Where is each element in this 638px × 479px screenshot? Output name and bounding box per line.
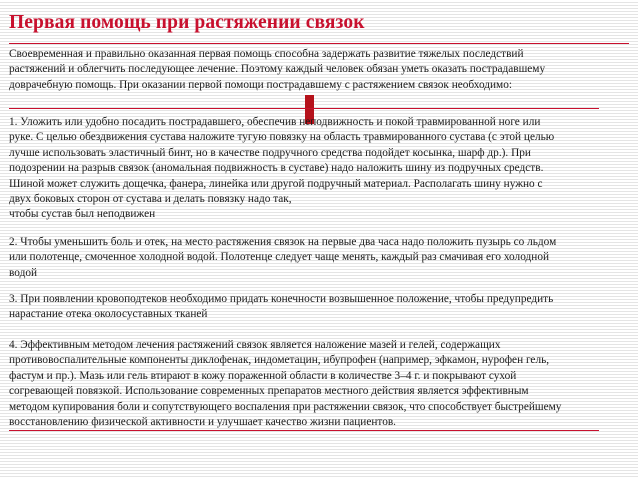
step-1-line: чтобы сустав был неподвижен (9, 208, 156, 221)
intro-line: доврачебную помощь. При оказании первой помощи пострадавшему с растяжением связок необходимо: (9, 78, 512, 91)
step-1-line: двух боковых сторон от сустава и делать повязку надо так, (9, 193, 292, 206)
step-2-line: водой (9, 266, 38, 279)
title-divider (9, 43, 629, 44)
step-3-line: 3. При появлении кровоподтеков необходимо придать конечности возвышенное положение, чтобы предупредить (9, 293, 554, 305)
step-1-line: лучше использовать эластичный бинт, но в качестве подручного средства подойдет косынка, шарф др.). При (9, 146, 531, 159)
step-2-line: или полотенце, смоченное холодной водой. Полотенце следует чаще менять, каждый раз смачивая его холодной (9, 251, 550, 264)
section-divider (9, 108, 599, 109)
step-4-line: методом купирования боли и сопутствующего воспаления при растяжении связок, что способствует быстрейшему (9, 400, 562, 413)
step-1-line: руке. С целью обездвижения сустава наложите тугую повязку на область травмированного сустава (с этой целью (9, 131, 555, 144)
step-4-line: восстановлению физической активности и улучшает качество жизни пациентов. (9, 416, 397, 429)
step-4-line: 4. Эффективным методом лечения растяжений связок является наложение мазей и гелей, содержащих (9, 339, 501, 351)
step-4-paragraph (9, 338, 629, 430)
step-3-paragraph (9, 292, 629, 323)
step-4-line: фастум и пр.). Мазь или гель втирают в кожу пораженной области в количестве 3–4 г. и покрывают сухой (9, 369, 517, 382)
step-4-line: согревающей повязкой. Использование современных препаратов местного действия является эффективным (9, 385, 529, 398)
step-1-paragraph (9, 115, 629, 223)
step-1-line: подозрении на разрыв связок (аномальная подвижность в суставе) надо наложить шину из подручных средств. (9, 162, 544, 175)
step-2-paragraph (9, 235, 629, 281)
bottom-divider (9, 430, 599, 431)
step-1-line: 1. Уложить или удобно посадить пострадавшего, обеспечив неподвижность и покой травмированной ноге или (9, 116, 541, 128)
intro-line: растяжений и облегчить последующее лечение. Поэтому каждый человек обязан уметь оказать пострадавшему (9, 63, 546, 76)
intro-line: Своевременная и правильно оказанная первая помощь способна задержать развитие тяжелых последствий (9, 48, 524, 60)
step-2-line: 2. Чтобы уменьшить боль и отек, на место растяжения связок на первые два часа надо положить пузырь со льдом (9, 236, 557, 248)
step-1-line: Шиной может служить дощечка, фанера, линейка или другой подручный материал. Располагать шину нужно с (9, 177, 543, 190)
step-3-line: нарастание отека околосуставных тканей (9, 308, 208, 321)
intro-paragraph (9, 47, 629, 93)
step-4-line: противовоспалительные компоненты диклофенак, индометацин, ибупрофен (например, эфкамон, нурофен гель, (9, 354, 550, 367)
slide-title: Первая помощь при растяжении связок (9, 12, 365, 33)
